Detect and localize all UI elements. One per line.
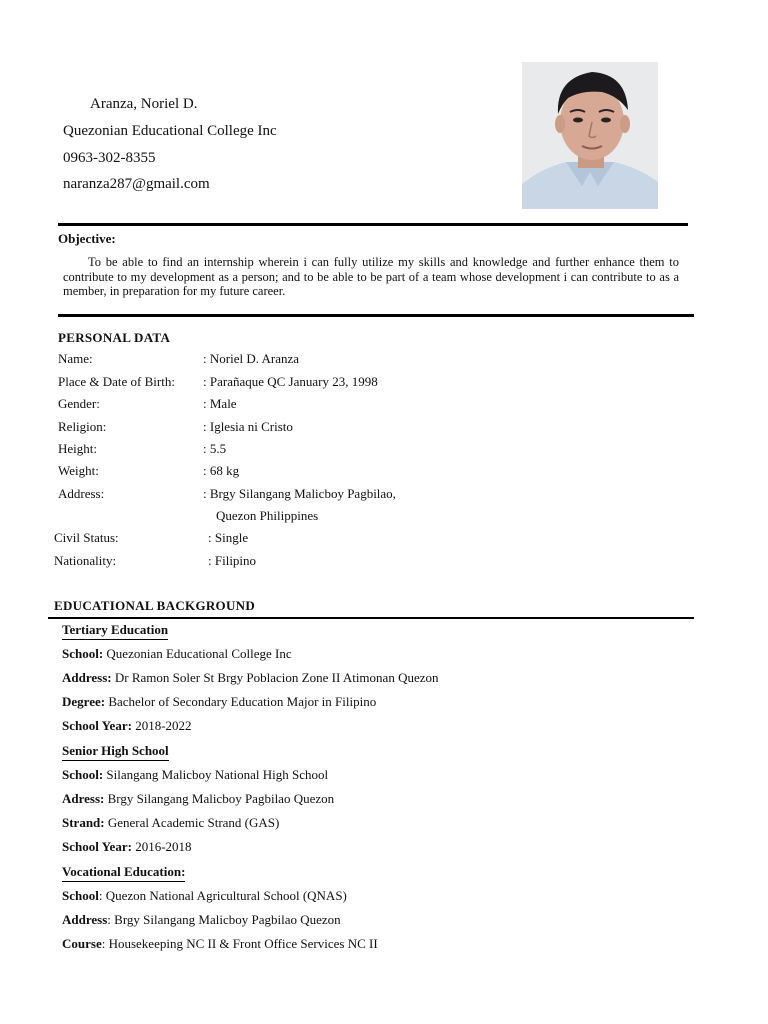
senior-year: School Year: 2016-2018	[62, 839, 192, 854]
vocational-heading: Vocational Education:	[62, 864, 185, 882]
pd-value-name: : Noriel D. Aranza	[203, 351, 300, 366]
objective-label: Objective:	[58, 231, 116, 246]
pd-value-religion: : Iglesia ni Cristo	[203, 419, 293, 434]
pd-value-gender: : Male	[203, 396, 237, 411]
applicant-email: naranza287@gmail.com	[63, 176, 210, 192]
pd-value-weight: : 68 kg	[203, 463, 240, 478]
pd-value-civil-status: : Single	[208, 530, 249, 545]
pd-label-nationality: Nationality:	[54, 553, 117, 568]
senior-strand: Strand: General Academic Strand (GAS)	[62, 815, 280, 830]
tertiary-year: School Year: 2018-2022	[62, 718, 192, 733]
pd-label-name: Name:	[58, 351, 93, 366]
pd-label-gender: Gender:	[58, 396, 100, 411]
vocational-address: Address: Brgy Silangang Malicboy Pagbilao Quezon	[62, 912, 341, 927]
applicant-school: Quezonian Educational College Inc	[63, 123, 277, 139]
senior-high-heading: Senior High School	[62, 743, 169, 761]
objective-divider	[58, 314, 694, 317]
pd-label-birth: Place & Date of Birth:	[58, 374, 175, 389]
pd-value-address-line2: Quezon Philippines	[216, 508, 319, 523]
tertiary-heading: Tertiary Education	[62, 622, 168, 640]
objective-body: To be able to find an internship wherein i can fully utilize my skills and knowledge and further enhance them to contribute to my development as a person; and to be able to be part of a team whose development i can contribute to as a member, in preparation for my future career.	[63, 255, 679, 298]
education-title: EDUCATIONAL BACKGROUND	[54, 598, 256, 613]
education-divider	[48, 617, 694, 619]
applicant-name: Aranza, Noriel D.	[90, 96, 198, 112]
personal-data-title: PERSONAL DATA	[58, 330, 171, 345]
pd-value-height: : 5.5	[203, 441, 227, 456]
pd-value-address: : Brgy Silangang Malicboy Pagbilao,	[203, 486, 396, 501]
senior-address: Adress: Brgy Silangang Malicboy Pagbilao Quezon	[62, 791, 335, 806]
pd-label-address: Address:	[58, 486, 105, 501]
tertiary-degree: Degree: Bachelor of Secondary Education Major in Filipino	[62, 694, 377, 709]
pd-value-birth: : Parañaque QC January 23, 1998	[203, 374, 378, 389]
pd-label-weight: Weight:	[58, 463, 99, 478]
objective-text	[63, 255, 679, 299]
vocational-course: Course: Housekeeping NC II & Front Office Services NC II	[62, 936, 378, 951]
tertiary-address: Address: Dr Ramon Soler St Brgy Poblacion Zone II Atimonan Quezon	[62, 670, 439, 685]
vocational-school: School: Quezon National Agricultural School (QNAS)	[62, 888, 347, 903]
applicant-phone: 0963-302-8355	[63, 150, 156, 166]
header-divider	[58, 223, 688, 226]
pd-label-height: Height:	[58, 441, 97, 456]
pd-label-civil-status: Civil Status:	[54, 530, 119, 545]
applicant-photo	[522, 62, 658, 209]
tertiary-school: School: Quezonian Educational College Inc	[62, 646, 292, 661]
pd-label-religion: Religion:	[58, 419, 107, 434]
pd-value-nationality: : Filipino	[208, 553, 257, 568]
senior-school: School: Silangang Malicboy National High School	[62, 767, 329, 782]
